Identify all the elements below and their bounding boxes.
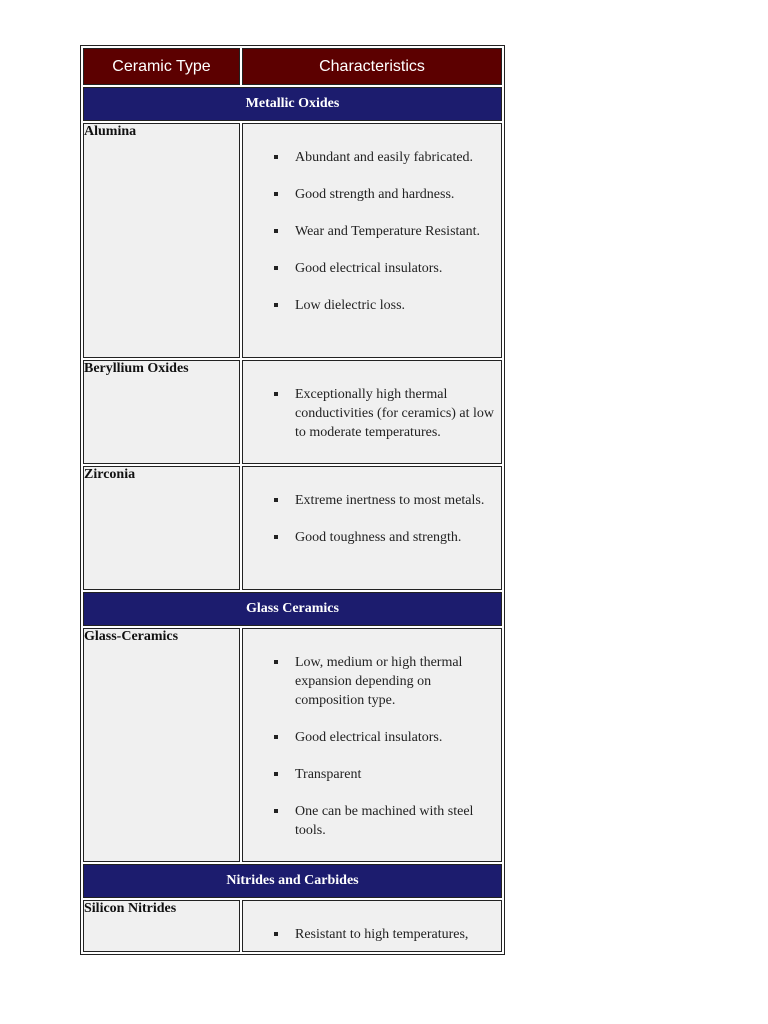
section-title-nitrides-and-carbides: Nitrides and Carbides xyxy=(83,864,502,898)
ceramics-table xyxy=(80,45,505,955)
trait-text: Exceptionally high thermal conductivities (for ceramics) at low to moderate temperatures. xyxy=(295,387,495,440)
table-row xyxy=(83,628,502,862)
section-row xyxy=(83,592,502,626)
list-item xyxy=(295,802,501,840)
square-bullet-icon xyxy=(274,535,278,539)
ceramic-type-alumina: Alumina xyxy=(83,123,240,358)
ceramic-type-zirconia: Zirconia xyxy=(83,466,240,590)
characteristics-cell xyxy=(242,123,502,358)
trait-text: Low, medium or high thermal expansion depending on composition type. xyxy=(295,655,463,708)
trait-text: Resistant to high temperatures, xyxy=(295,927,469,942)
table-header-row xyxy=(83,48,502,85)
square-bullet-icon xyxy=(274,498,278,502)
trait-text: Abundant and easily fabricated. xyxy=(295,150,474,165)
characteristics-cell xyxy=(242,900,502,952)
table-row xyxy=(83,123,502,358)
square-bullet-icon xyxy=(274,155,278,159)
list-item xyxy=(295,528,501,547)
table-row xyxy=(83,466,502,590)
square-bullet-icon xyxy=(274,660,278,664)
ceramic-type-silicon-nitrides: Silicon Nitrides xyxy=(83,900,240,952)
list-item xyxy=(295,491,501,510)
traits-list xyxy=(243,385,501,442)
square-bullet-icon xyxy=(274,809,278,813)
list-item xyxy=(295,259,501,278)
ceramic-type-glass-ceramics: Glass-Ceramics xyxy=(83,628,240,862)
list-item xyxy=(295,222,501,241)
square-bullet-icon xyxy=(274,735,278,739)
trait-text: Good electrical insulators. xyxy=(295,730,443,745)
list-item xyxy=(295,765,501,784)
trait-text: Low dielectric loss. xyxy=(295,298,406,313)
list-item xyxy=(295,385,501,442)
trait-text: Good toughness and strength. xyxy=(295,530,462,545)
section-title-metallic-oxides: Metallic Oxides xyxy=(83,87,502,121)
header-ceramic-type: Ceramic Type xyxy=(83,48,240,85)
traits-list xyxy=(243,653,501,840)
list-item xyxy=(295,185,501,204)
trait-text: Extreme inertness to most metals. xyxy=(295,493,485,508)
table-row xyxy=(83,360,502,464)
traits-list xyxy=(243,491,501,547)
trait-text: One can be machined with steel tools. xyxy=(295,804,474,838)
square-bullet-icon xyxy=(274,229,278,233)
square-bullet-icon xyxy=(274,192,278,196)
list-item xyxy=(295,148,501,167)
traits-list xyxy=(243,148,501,315)
list-item xyxy=(295,925,501,944)
trait-text: Good strength and hardness. xyxy=(295,187,455,202)
square-bullet-icon xyxy=(274,772,278,776)
section-row xyxy=(83,87,502,121)
characteristics-cell xyxy=(242,628,502,862)
trait-text: Transparent xyxy=(295,767,362,782)
table-row xyxy=(83,900,502,952)
characteristics-cell xyxy=(242,360,502,464)
list-item xyxy=(295,728,501,747)
section-title-glass-ceramics: Glass Ceramics xyxy=(83,592,502,626)
section-row xyxy=(83,864,502,898)
trait-text: Wear and Temperature Resistant. xyxy=(295,224,481,239)
trait-text: Good electrical insulators. xyxy=(295,261,443,276)
square-bullet-icon xyxy=(274,266,278,270)
ceramic-type-beryllium-oxides: Beryllium Oxides xyxy=(83,360,240,464)
header-characteristics: Characteristics xyxy=(242,48,502,85)
square-bullet-icon xyxy=(274,303,278,307)
traits-list xyxy=(243,925,501,944)
characteristics-cell xyxy=(242,466,502,590)
list-item xyxy=(295,653,501,710)
square-bullet-icon xyxy=(274,932,278,936)
square-bullet-icon xyxy=(274,392,278,396)
list-item xyxy=(295,296,501,315)
